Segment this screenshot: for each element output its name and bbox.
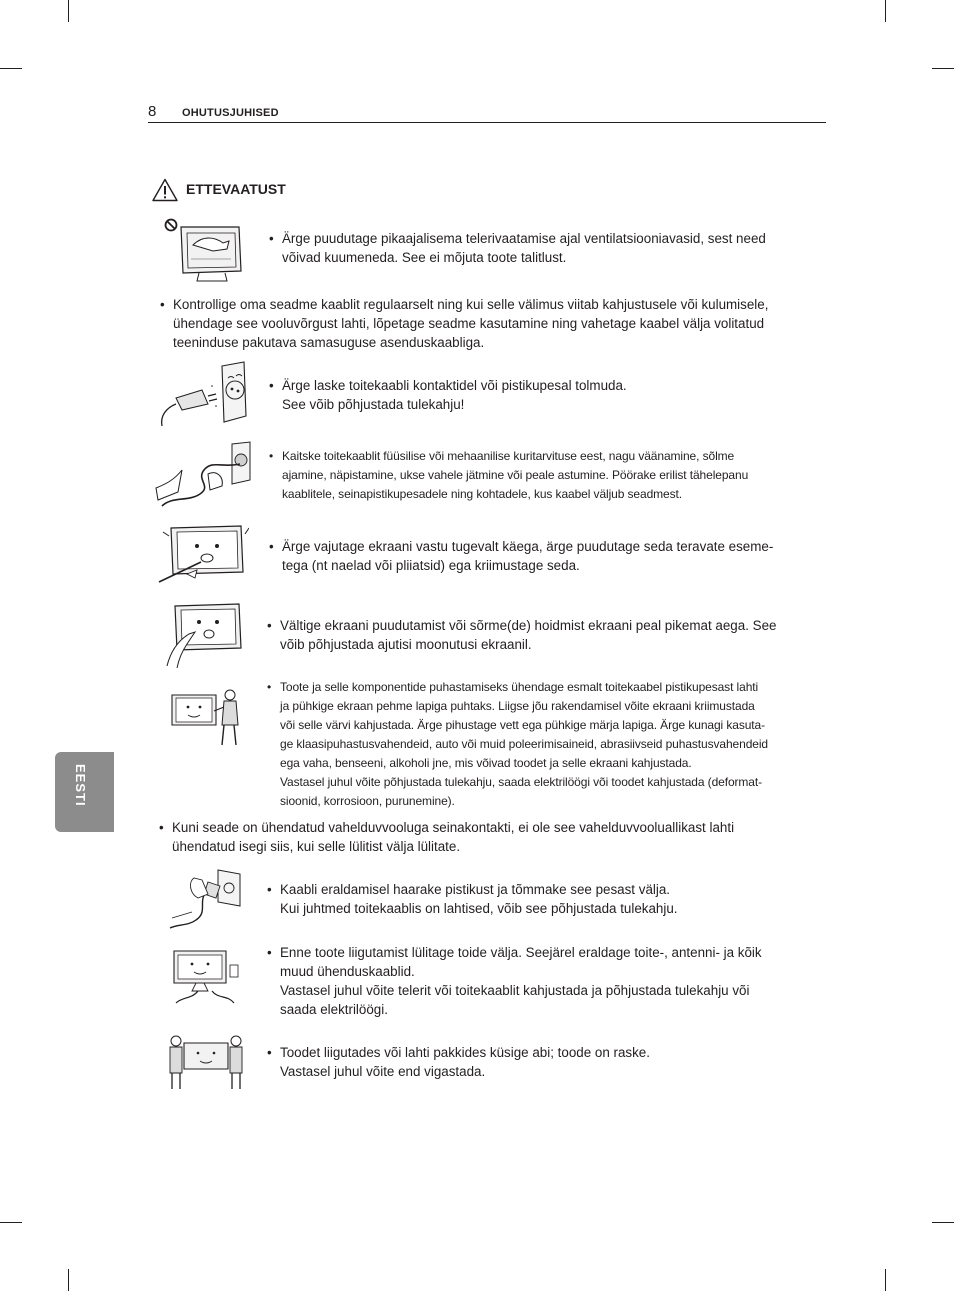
item-text: Toote ja selle komponentide puhastamiseks ühendage esmalt toitekaabel pistikupesast lahti ja pühkige ekraan pehme lapiga puhtaks. Liigse jõu rakendamisel võite ekraani kriimustada või selle värvi kahjustada. Ärge pihustage vett ega pühkige märja lapiga. Ärge kunagi kasuta- ge klaasipuhastusvahendeid, auto või muid poleerimisaineid, abrasiivseid puhastusvahendeid ega vaha, benseeni, alkoholi jne, mis võivad toodet ja selle ekraani kahjustada. Vastasel juhul võite põhjustada tulekahju, saada elektrilöögi või toodet kahjustada (deformat- sioonid, korrosioon, purunemine). xyxy=(280,680,768,808)
list-item xyxy=(269,537,829,575)
crop-mark xyxy=(932,1222,954,1223)
crop-mark xyxy=(932,68,954,69)
item-text: Toodet liigutades või lahti pakkides küsige abi; toode on raske. Vastasel juhul võite end vigastada. xyxy=(280,1045,650,1079)
list-item xyxy=(267,678,832,811)
bullet-dot: • xyxy=(267,618,272,633)
item-text: Enne toote liigutamist lülitage toide välja. Seejärel eraldage toite-, antenni- ja kõik muud ühenduskaablid. Vastasel juhul võite telerit või toitekaablit kahjustada ja põhjustada tulekahju või saada elektrilöögi. xyxy=(280,945,762,1017)
list-item xyxy=(267,1043,832,1081)
crop-mark xyxy=(0,68,22,69)
crop-mark xyxy=(885,0,886,22)
item-text: Ärge laske toitekaabli kontaktidel või pistikupesal tolmuda. See võib põhjustada tulekahju! xyxy=(282,378,627,412)
prohibited-touch-vents-icon xyxy=(163,215,245,285)
language-label: EESTI xyxy=(73,764,88,807)
list-item xyxy=(269,229,829,267)
bullet-dot: • xyxy=(267,882,272,897)
list-item xyxy=(269,376,829,414)
page-header xyxy=(148,103,826,123)
finger-on-screen-icon xyxy=(165,600,245,668)
bullet-dot: • xyxy=(160,297,165,312)
item-text: Kaitske toitekaablit füüsilise või mehaanilise kuritarvituse eest, nagu väänamine, sõlme ajamine, näpistamine, ukse vahele jätmine või peale astumine. Pöörake erilist tähelepanu kaablitele, seinapistikupesadele ning kohtadele, kus kaabel väljub seadmest. xyxy=(282,449,749,501)
item-text: Ärge vajutage ekraani vastu tugevalt käega, ärge puudutage seda teravate eseme- tega (nt naelad või pliiatsid) ega kriimustage seda. xyxy=(282,539,774,573)
dusty-plug-icon xyxy=(158,360,250,430)
bullet-dot: • xyxy=(267,1045,272,1060)
item-text: Kuni seade on ühendatud vahelduvvooluga seinakontakti, ei ole see vahelduvvooluallikast lahti ühendatud isegi siis, kui selle lülitist välja lülitate. xyxy=(172,820,735,854)
crop-mark xyxy=(0,1222,22,1223)
item-text: Kontrollige oma seadme kaablit regulaarselt ning kui selle välimus viitab kahjustusele või kulumisele, ühendage see vooluvõrgust lahti, lõpetage seadme kasutamine ning vahetage kaabel välja volitatud teeninduse pakutava samasuguse asenduskaabliga. xyxy=(173,297,769,350)
warning-triangle-icon xyxy=(152,178,178,202)
twisted-cable-icon xyxy=(152,440,252,512)
crop-mark xyxy=(68,0,69,22)
cleaning-tv-icon xyxy=(168,685,244,747)
bullet-dot: • xyxy=(269,449,274,463)
bullet-dot: • xyxy=(159,820,164,835)
crop-mark xyxy=(885,1269,886,1291)
language-tab xyxy=(55,752,114,832)
two-person-lift-icon xyxy=(168,1033,244,1091)
list-item xyxy=(267,616,832,654)
scratched-screen-icon xyxy=(157,522,249,588)
bullet-dot: • xyxy=(269,231,274,246)
list-item xyxy=(267,943,832,1019)
bullet-dot: • xyxy=(267,945,272,960)
crop-mark xyxy=(68,1269,69,1291)
unplug-by-plug-icon xyxy=(168,868,244,930)
caution-title: ETTEVAATUST xyxy=(186,181,286,197)
item-text: Vältige ekraani puudutamist või sõrme(de) hoidmist ekraani peal pikemat aega. See võib põhjustada ajutisi moonutusi ekraanil. xyxy=(280,618,777,652)
item-text: Ärge puudutage pikaajalisema telerivaatamise ajal ventilatsiooniavasid, sest need võivad kuumeneda. See ei mõjuta toote talitlust. xyxy=(282,231,766,265)
bullet-dot: • xyxy=(267,680,272,694)
list-item xyxy=(160,295,850,352)
list-item xyxy=(269,447,829,504)
disconnect-cables-icon xyxy=(168,947,244,1009)
item-text: Kaabli eraldamisel haarake pistikust ja tõmmake see pesast välja. Kui juhtmed toitekaablis on lahtised, võib see põhjustada tulekahju. xyxy=(280,882,678,916)
list-item xyxy=(159,818,849,856)
section-title: OHUTUSJUHISED xyxy=(182,107,279,119)
bullet-dot: • xyxy=(269,539,274,554)
page-number: 8 xyxy=(148,103,157,120)
list-item xyxy=(267,880,832,918)
bullet-dot: • xyxy=(269,378,274,393)
